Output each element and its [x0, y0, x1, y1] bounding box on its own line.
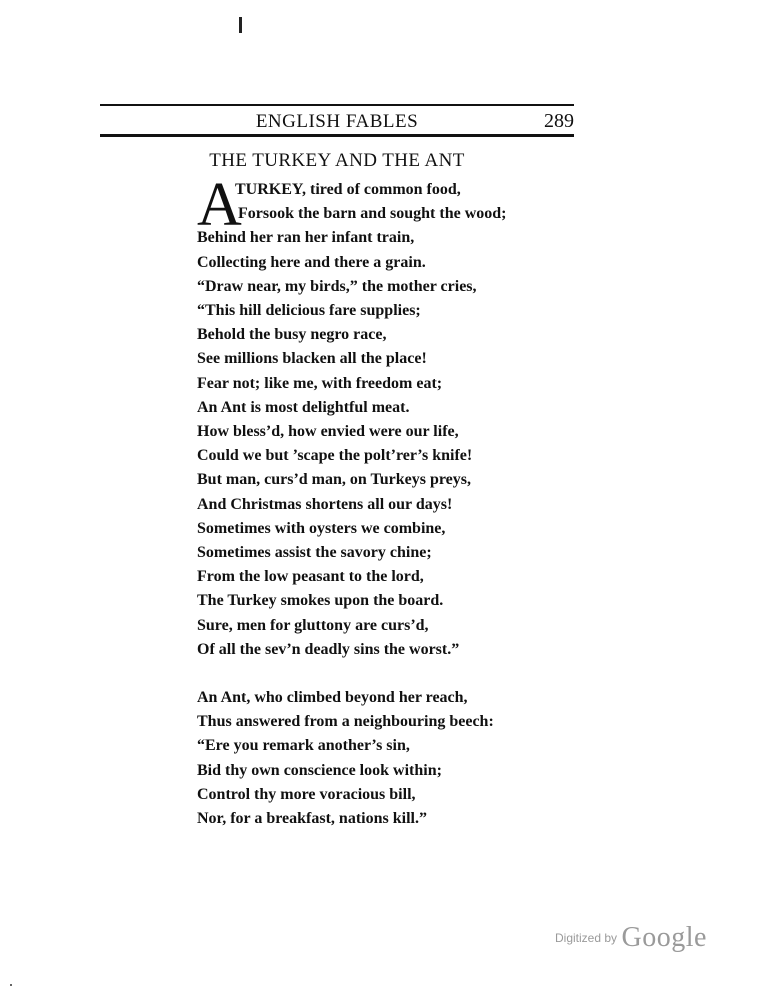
- poem-line: Fear not; like me, with freedom eat;: [197, 374, 443, 392]
- poem-line: Thus answered from a neighbouring beech:: [197, 713, 494, 731]
- poem-line: TURKEY, tired of common food,: [235, 181, 461, 198]
- poem-line: Could we but ’scape the polt’rer’s knife!: [197, 447, 473, 465]
- stanza-break: [197, 662, 537, 686]
- poem-line: An Ant is most delightful meat.: [197, 398, 410, 416]
- google-logo-text: Google: [621, 922, 707, 953]
- poem-line: Behind her ran her infant train,: [197, 229, 415, 247]
- poem-line: See millions blacken all the place!: [197, 350, 427, 368]
- poem-line: “Draw near, my birds,” the mother cries,: [197, 277, 477, 295]
- poem-body: [197, 178, 537, 831]
- watermark-prefix: Digitized by: [555, 931, 618, 945]
- drop-cap: A: [197, 171, 242, 239]
- poem-line: Of all the sev’n deadly sins the worst.”: [197, 640, 460, 658]
- poem-line: Sure, men for gluttony are curs’d,: [197, 616, 429, 634]
- header-rule-bottom: [100, 134, 574, 137]
- header-rule-top: [100, 104, 574, 106]
- poem-line: Nor, for a breakfast, nations kill.”: [197, 810, 427, 828]
- poem-line: Sometimes with oysters we combine,: [197, 519, 446, 537]
- digitized-by-google-watermark: [555, 922, 707, 954]
- poem-line: From the low peasant to the lord,: [197, 568, 424, 586]
- poem-line: Sometimes assist the savory chine;: [197, 544, 432, 562]
- poem-line: The Turkey smokes upon the board.: [197, 592, 444, 610]
- poem-line: “This hill delicious fare supplies;: [197, 302, 421, 320]
- running-title: ENGLISH FABLES: [255, 111, 419, 132]
- page-number: 289: [544, 110, 574, 132]
- poem-line: But man, curs’d man, on Turkeys preys,: [197, 471, 471, 489]
- page-tick-mark: [239, 17, 242, 33]
- poem-line: Collecting here and there a grain.: [197, 253, 426, 271]
- scan-speck: [10, 984, 12, 986]
- poem-line: Behold the busy negro race,: [197, 326, 387, 344]
- poem-line: “Ere you remark another’s sin,: [197, 737, 410, 755]
- fable-title: THE TURKEY AND THE ANT: [209, 150, 465, 171]
- poem-line: Forsook the barn and sought the wood;: [238, 205, 507, 223]
- poem-line: Control thy more voracious bill,: [197, 785, 416, 803]
- poem-line: Bid thy own conscience look within;: [197, 761, 442, 779]
- poem-line: How bless’d, how envied were our life,: [197, 423, 459, 441]
- poem-line: An Ant, who climbed beyond her reach,: [197, 689, 468, 707]
- poem-line: And Christmas shortens all our days!: [197, 495, 453, 513]
